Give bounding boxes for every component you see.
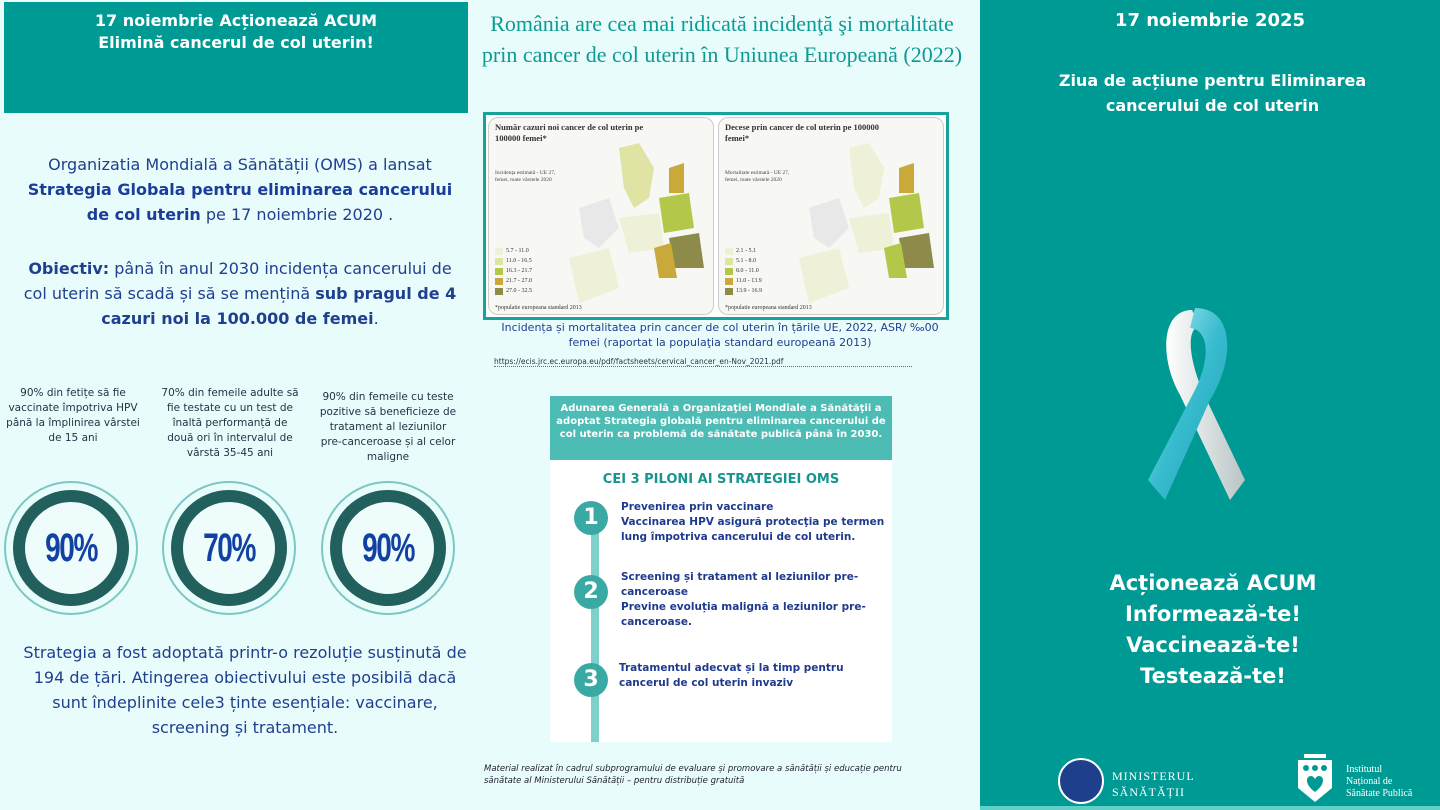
header-line1: 17 noiembrie Acționează ACUM — [94, 11, 378, 30]
map-legend: 5.7 - 11.0 11.0 - 16.5 16.3 - 21.7 21.7 - 27.0 27.0 - 32.5 — [495, 246, 532, 296]
target-text: 90% din fetițe să fie vaccinate împotriva HPV până la împlinirea vârstei de 15 ani — [6, 387, 140, 444]
map-subtitle: Incidența estimată - UE 27, femei, toate vârstele 2020 — [495, 170, 556, 183]
awareness-ribbon-icon — [1140, 300, 1250, 510]
pillar-number: 3 — [574, 663, 608, 697]
target-circle: 90% — [321, 481, 455, 615]
event-subtitle: Ziua de acțiune pentru Eliminarea cancerului de col uterin — [1058, 71, 1367, 115]
header-line2: Elimină cancerul de col uterin! — [98, 33, 374, 52]
call-to-action: Acționează ACUM Informează-te! Vaccinează-te! Testează-te! — [1109, 571, 1317, 688]
incidence-map — [488, 117, 714, 315]
map-title: Decese prin cancer de col uterin pe 100000 femei* — [725, 122, 879, 143]
event-date: 17 noiembrie 2025 — [1114, 10, 1306, 31]
maps-figure — [483, 112, 949, 320]
map-subtitle: Mortalitate estimată - UE 27, femei, toate vârstele 2020 — [725, 170, 790, 183]
goal-text: Obiectiv: până în anul 2030 incidența cancerului de col uterin să scadă și să se mențină sub pragul de 4 cazuri noi la 100.000 de femei. — [23, 259, 457, 328]
europe-map-shape — [789, 138, 939, 315]
source-link[interactable]: https://ecis.jrc.ec.europa.eu/pdf/factsheets/cervical_cancer_en-Nov_2021.pdf — [494, 357, 912, 367]
insp-shield-logo — [1296, 754, 1334, 804]
maps-caption: Incidența și mortalitatea prin cancer de col uterin în țările UE, 2022, ASR/ ‰00 femei (raportat la populaţia standard europeană 2013) — [501, 321, 939, 349]
intro-text: Organizatia Mondială a Sănătății (OMS) a lansat Strategia Globala pentru eliminarea cancerului de col uterin pe 17 noiembrie 2020 . — [27, 155, 453, 224]
pillar-text: Prevenirea prin vaccinare Vaccinarea HPV asigură protecţia pe termen lung împotriva cancerului de col uterin. — [621, 501, 885, 543]
ministry-name: MINISTERUL SĂNĂTĂȚII — [1112, 769, 1195, 799]
government-seal-logo — [1058, 758, 1104, 804]
pillars-title: CEI 3 PILONI AI STRATEGIEI OMS — [602, 472, 840, 487]
map-legend: 2.1 - 5.1 5.1 - 8.0 8.0 - 11.0 11.0 - 13.9 13.9 - 16.9 — [725, 246, 762, 296]
timeline-line — [591, 520, 599, 742]
footer-note: Material realizat în cadrul subprogramului de evaluare și promovare a sănătății și educație pentru sănătate al Ministerului Sănătății – pentru distribuție gratuită — [484, 764, 902, 786]
pillar-number: 2 — [574, 575, 608, 609]
header-banner — [4, 2, 468, 113]
pillars-header: Adunarea Generală a Organizaţiei Mondiale a Sănătăţii a adoptat Strategia globală pentru eliminarea cancerului de col uterin ca problemă de sănătate publică până în 2030. — [550, 396, 892, 460]
insp-name: Institutul Național de Sănătate Publică — [1346, 764, 1413, 799]
target-circle: 70% — [162, 481, 296, 615]
mortality-map — [718, 117, 944, 315]
pillar-number: 1 — [574, 501, 608, 535]
pillar-text: Screening și tratament al leziunilor pre-canceroase Previne evoluția malignă a leziunilor pre-canceroase. — [621, 571, 866, 628]
pillar-text: Tratamentul adecvat și la timp pentru cancerul de col uterin invaziv — [619, 662, 844, 689]
map-title: Număr cazuri noi cancer de col uterin pe 100000 femei* — [495, 122, 644, 143]
target-circle: 90% — [4, 481, 138, 615]
map-footnote: *populatie europeana standard 2013 — [495, 305, 582, 311]
target-text: 70% din femeile adulte să fie testate cu un test de înaltă performanță de două ori în intervalul de vârstă 35-45 ani — [161, 387, 299, 459]
strategy-text: Strategia a fost adoptată printr-o rezoluție susținută de 194 de țări. Atingerea obiectivului este posibilă dacă sunt îndeplinite cele3 ținte esențiale: vaccinare, screening și tratament. — [23, 643, 467, 737]
target-text: 90% din femeile cu teste pozitive să beneficieze de tratament al leziunilor pre-canceroase și al celor maligne — [319, 391, 457, 463]
europe-map-shape — [559, 138, 709, 315]
center-title: România are cea mai ridicată incidenţă şi mortalitate prin cancer de col uterin în Uniunea Europeană (2022) — [481, 11, 963, 67]
map-footnote: *populatie europeana standard 2013 — [725, 305, 812, 311]
bottom-strip — [980, 806, 1440, 810]
